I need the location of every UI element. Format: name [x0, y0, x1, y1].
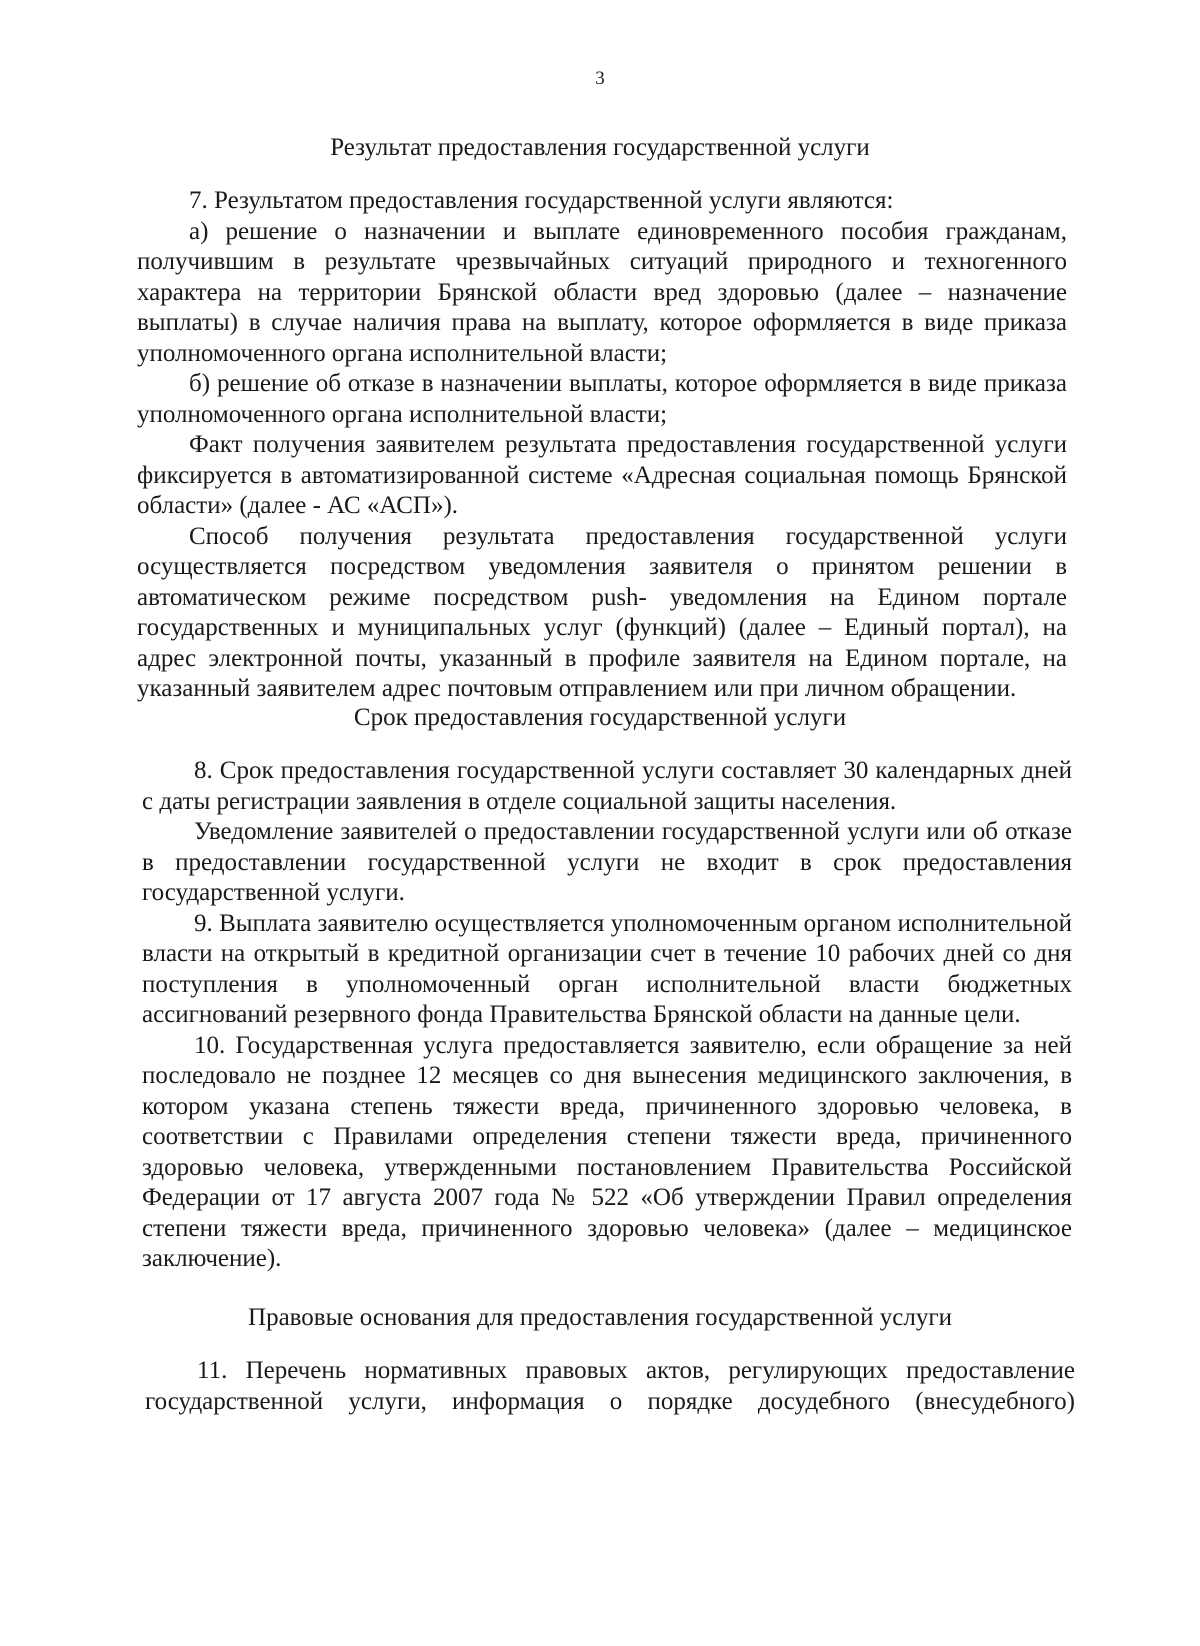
section-heading-term: Срок предоставления государственной услуги — [353, 704, 847, 731]
section-body-legal — [145, 1356, 1075, 1417]
paragraph: а) решение о назначении и выплате единовременного пособия гражданам, получившим в результате чрезвычайных ситуаций природного и техногенного характера на территории Брянской области вред здоровью (далее – назначение выплаты) в случае наличия права на выплату, которое оформляется в виде приказа уполномоченного органа исполнительной власти; — [137, 217, 1067, 367]
section-body-term — [142, 756, 1072, 1275]
section-heading-result: Результат предоставления государственной услуги — [330, 134, 870, 161]
paragraph: Уведомление заявителей о предоставлении государственной услуги или об отказе в предоставлении государственной услуги не входит в срок предоставления государственной услуги. — [142, 818, 1072, 906]
paragraph: 11. Перечень нормативных правовых актов, регулирующих предоставление государственной услуги, информация о порядке досудебного (внесудебного) — [145, 1357, 1075, 1415]
paragraph: 7. Результатом предоставления государственной услуги являются: — [189, 187, 894, 214]
paragraph: Факт получения заявителем результата предоставления государственной услуги фиксируется в автоматизированной системе «Адресная социальная помощь Брянской области» (далее - АС «АСП»). — [137, 431, 1067, 519]
section-body-result — [137, 186, 1067, 705]
paragraph: 9. Выплата заявителю осуществляется уполномоченным органом исполнительной власти на открытый в кредитной организации счет в течение 10 рабочих дней со дня поступления в уполномоченный орган исполнительной власти бюджетных ассигнований резервного фонда Правительства Брянской области на данные цели. — [142, 909, 1072, 1028]
paragraph: Способ получения результата предоставления государственной услуги осуществляется посредством уведомления заявителя о принятом решении в автоматическом режиме посредством push- уведомления на Едином портале государственных и муниципальных услуг (функций) (далее – Единый портал), на адрес электронной почты, указанный в профиле заявителя на Едином портале, на указанный заявителем адрес почтовым отправлением или при личном обращении. — [137, 522, 1067, 702]
paragraph: 8. Срок предоставления государственной услуги составляет 30 календарных дней с даты регистрации заявления в отделе социальной защиты населения. — [142, 757, 1072, 815]
paragraph: 10. Государственная услуга предоставляется заявителю, если обращение за ней последовало не позднее 12 месяцев со дня вынесения медицинского заключения, в котором указана степень тяжести вреда, причиненного здоровью человека, в соответствии с Правилами определения степени тяжести вреда, причиненного здоровью человека, утвержденными постановлением Правительства Российской Федерации от 17 августа 2007 года № 522 «Об утверждении Правил определения степени тяжести вреда, причиненного здоровью человека» (далее – медицинское заключение). — [142, 1031, 1072, 1272]
page-number: 3 — [595, 68, 605, 89]
section-heading-legal: Правовые основания для предоставления государственной услуги — [248, 1304, 952, 1331]
paragraph: б) решение об отказе в назначении выплаты, которое оформляется в виде приказа уполномоченного органа исполнительной власти; — [137, 370, 1067, 428]
